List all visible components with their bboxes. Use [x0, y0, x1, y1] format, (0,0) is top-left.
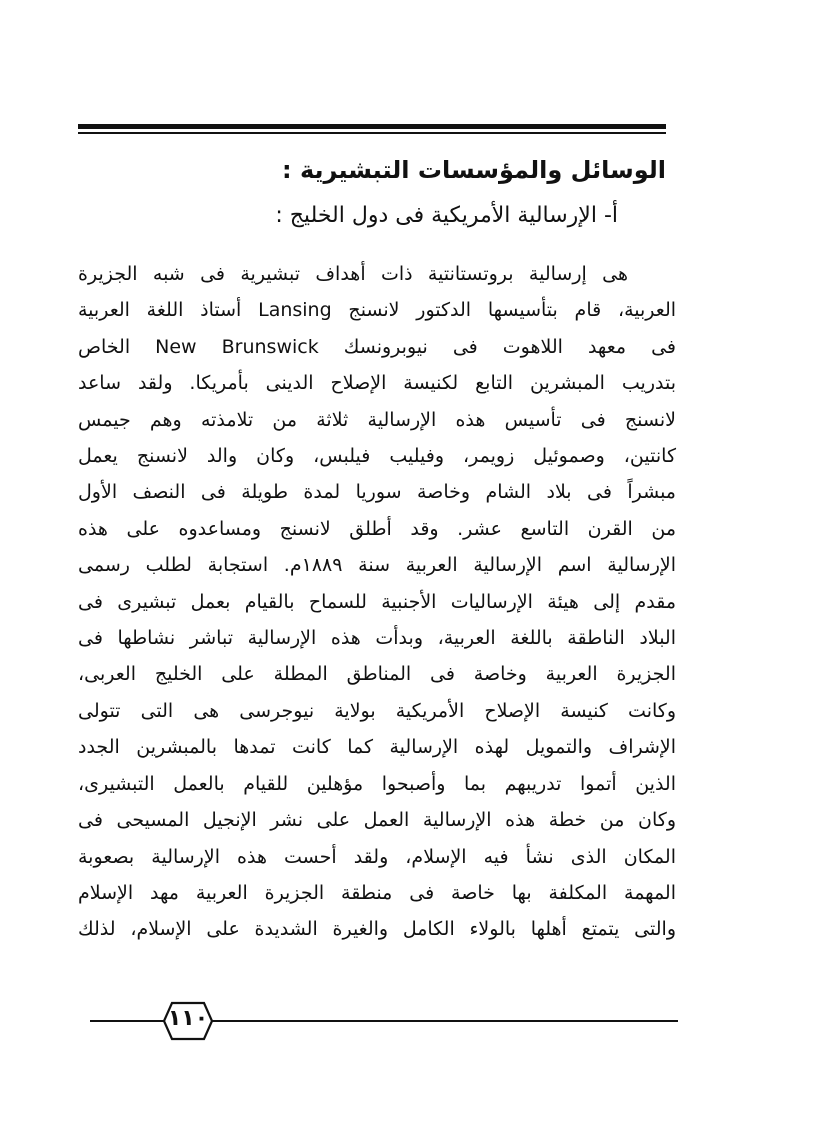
body-line: مقدم إلى هيئة الإرساليات الأجنبية للسماح بالقيام بعمل تبشيرى فى	[78, 590, 676, 613]
section-heading: الوسائل والمؤسسات التبشيرية :	[282, 156, 666, 184]
body-line: العربية، قام بتأسيسها الدكتور لانسنج Lansing أستاذ اللغة العربية	[78, 299, 677, 322]
body-line: مبشراً فى بلاد الشام وخاصة سوريا لمدة طويلة فى النصف الأول	[78, 481, 676, 504]
body-line: والتى يتمتع أهلها بالولاء الكامل والغيرة الشديدة على الإسلام، لذلك	[78, 918, 676, 941]
body-line: الإرسالية اسم الإرسالية العربية سنة ١٨٨٩م. استجابة لطلب رسمى	[78, 554, 676, 577]
body-line: وكانت كنيسة الإصلاح الأمريكية بولاية نيوجرسى هى التى تتولى	[78, 699, 676, 722]
body-line: وكان من خطة هذه الإرسالية العمل على نشر الإنجيل المسيحى فى	[78, 809, 676, 832]
body-line: الذين أتموا تدريبهم بما وأصبحوا مؤهلين للقيام بالعمل التبشيرى،	[78, 772, 676, 795]
subsection-heading: أ- الإرسالية الأمريكية فى دول الخليج :	[275, 203, 618, 228]
footer-rule-left	[90, 1020, 150, 1022]
top-rule-thin	[78, 132, 666, 134]
body-line: المكان الذى نشأ فيه الإسلام، ولقد أحست هذه الإرسالية بصعوبة	[78, 845, 676, 868]
body-line: بتدريب المبشرين التابع لكنيسة الإصلاح الدينى بأمريكا. ولقد ساعد	[78, 372, 676, 395]
body-line: الجزيرة العربية وخاصة فى المناطق المطلة على الخليج العربى،	[78, 663, 676, 686]
body-line: المهمة المكلفة بها خاصة فى منطقة الجزيرة العربية مهد الإسلام	[78, 881, 676, 904]
top-rule	[78, 124, 666, 129]
page-number: ١١٠	[167, 1006, 209, 1031]
body-line: البلاد الناطقة باللغة العربية، وبدأت هذه الإرسالية تباشر نشاطها فى	[78, 627, 676, 650]
body-line: هى إرسالية بروتستانتية ذات أهداف تبشيرية فى شبه الجزيرة	[78, 263, 628, 285]
body-text	[78, 256, 676, 948]
body-line: لانسنج فى تأسيس هذه الإرسالية ثلاثة من تلامذته وهم جيمس	[78, 408, 676, 431]
body-line: من القرن التاسع عشر. وقد أطلق لانسنج ومساعدوه على هذه	[78, 517, 676, 540]
body-line: كانتين، وصموئيل زويمر، وفيليب فيلبس، وكان والد لانسنج يعمل	[78, 445, 676, 468]
page-number-badge	[150, 996, 226, 1046]
body-line: الإشراف والتمويل لهذه الإرسالية كما كانت تمدها بالمبشرين الجدد	[78, 736, 676, 759]
footer-rule-right	[226, 1020, 678, 1022]
body-line: فى معهد اللاهوت فى نيوبرونسك New Brunswick الخاص	[78, 335, 676, 358]
